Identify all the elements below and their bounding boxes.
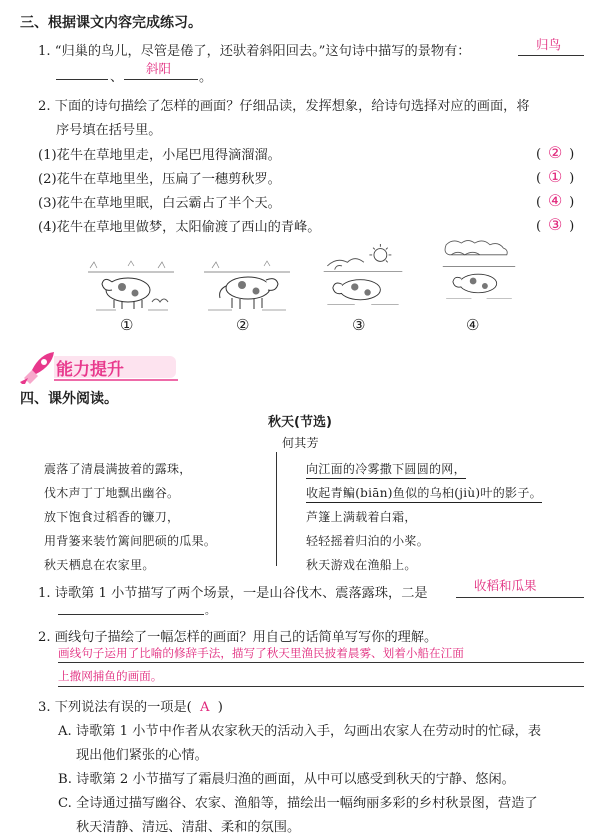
s4-q3-option-a-line1: A. 诗歌第 1 小节中作者从农家秋天的活动入手，勾画出农家人在劳动时的忙碌，表: [58, 724, 542, 739]
poem-left-1: 震落了清晨满披着的露珠，: [44, 462, 192, 476]
s4-q1-blank-a: [456, 597, 584, 598]
s3-q2-line1: 2. 下面的诗句描绘了怎样的画面？仔细品读，发挥想象，给诗句选择对应的画面，将: [38, 99, 530, 114]
poem-right-1-underlined: 向江面的冷雾撒下圆圆的网，: [306, 460, 466, 479]
s4-q1-answer[interactable]: 收稻和瓜果: [474, 578, 537, 593]
s4-q2-answer-line2[interactable]: 上撒网捕鱼的画面。: [58, 669, 163, 683]
cow-picture-1: [88, 250, 174, 314]
s3-item-4-answer[interactable]: ③: [547, 215, 563, 234]
s3-q1-sep: 、: [110, 70, 124, 85]
s4-q3-text: [38, 696, 223, 715]
badge-title: 能力提升: [56, 360, 124, 380]
s3-item-2: (2)花牛在草地里坐，压扁了一穗剪秋罗。: [38, 172, 281, 187]
poem-title: 秋天(节选): [268, 415, 332, 430]
s4-q1-end: 。: [205, 606, 215, 617]
poem-right-3: 芦篷上满载着白霜，: [306, 510, 417, 524]
poem-right-2-underlined: 收起青鳊(biān)鱼似的乌桕(jiù)叶的影子。: [306, 484, 542, 503]
s3-item-3-answer[interactable]: ④: [547, 191, 563, 210]
cow-picture-2: [204, 250, 290, 314]
s4-q1-blank-b: [58, 614, 204, 615]
s3-q1-answer1[interactable]: 归鸟: [536, 37, 562, 52]
picture-label-4: ④: [466, 316, 480, 334]
s3-item-2-answer[interactable]: ①: [547, 167, 563, 186]
s3-q1-blank2: [124, 79, 198, 80]
s3-q1-text: 1. “归巢的鸟儿，尽管是倦了，还驮着斜阳回去。”这句诗中描写的景物有：: [38, 44, 471, 59]
s3-q2-line2: 序号填在括号里。: [56, 123, 162, 138]
s4-q1-text: 1. 诗歌第 1 小节描写了两个场景，一是山谷伐木、震落露珠，二是: [38, 586, 428, 601]
s3-item-1: (1)花牛在草地里走，小尾巴甩得滴溜溜。: [38, 148, 281, 163]
poem-left-5: 秋天栖息在农家里。: [44, 558, 155, 572]
poem-right-4: 轻轻摇着归泊的小桨。: [306, 534, 430, 548]
s4-q3-suffix: ): [217, 700, 223, 715]
picture-label-1: ①: [120, 316, 134, 334]
section4-heading: 四、课外阅读。: [20, 391, 118, 407]
s3-q1-end: 。: [199, 70, 213, 85]
rocket-icon: [20, 352, 54, 384]
s4-q3-option-c-line2: 秋天清静、清远、清甜、柔和的氛围。: [76, 820, 301, 835]
s4-q2-line2: [58, 686, 584, 687]
poem-author: 何其芳: [282, 436, 319, 450]
poem-left-2: 伐木声丁丁地飘出幽谷。: [44, 486, 180, 500]
s4-q3-answer[interactable]: A: [200, 700, 210, 715]
s3-item-1-paren: ( ② ): [536, 143, 575, 162]
s3-item-4: (4)花牛在草地里做梦，太阳偷渡了西山的青峰。: [38, 220, 321, 235]
s4-q3-prefix: 3. 下列说法有误的一项是(: [38, 700, 192, 715]
section3-heading: 三、根据课文内容完成练习。: [20, 15, 202, 31]
s3-item-2-paren: ( ① ): [536, 167, 575, 186]
cow-picture-3: [320, 244, 406, 308]
s4-q2-text: 2. 画线句子描绘了一幅怎样的画面？用自己的话简单写写你的理解。: [38, 630, 438, 645]
cow-picture-4: [436, 238, 522, 302]
s3-item-3: (3)花牛在草地里眠，白云霸占了半个天。: [38, 196, 281, 211]
s3-item-1-answer[interactable]: ②: [547, 143, 563, 162]
s3-item-4-paren: ( ③ ): [536, 215, 575, 234]
picture-label-2: ②: [236, 316, 250, 334]
picture-label-3: ③: [352, 316, 366, 334]
poem-left-4: 用背篓来装竹篱间肥硕的瓜果。: [44, 534, 217, 548]
s4-q2-line1: [58, 662, 584, 663]
s3-q1-blank0: [56, 79, 108, 80]
poem-divider: [276, 452, 277, 566]
s3-q1-blank1: [518, 55, 584, 56]
s4-q3-option-b-line1: B. 诗歌第 2 小节描写了霜晨归渔的画面，从中可以感受到秋天的宁静、悠闲。: [58, 772, 515, 787]
s4-q3-option-a-line2: 现出他们紧张的心情。: [76, 748, 208, 763]
s3-item-3-paren: ( ④ ): [536, 191, 575, 210]
poem-left-3: 放下饱食过稻香的镰刀，: [44, 510, 180, 524]
s4-q3-option-c-line1: C. 全诗通过描写幽谷、农家、渔船等，描绘出一幅绚丽多彩的乡村秋景图，营造了: [58, 796, 538, 811]
s3-q1-answer2[interactable]: 斜阳: [146, 61, 172, 76]
poem-right-5: 秋天游戏在渔船上。: [306, 558, 417, 572]
s4-q2-answer-line1[interactable]: 画线句子运用了比喻的修辞手法，描写了秋天里渔民披着晨雾、划着小船在江面: [58, 646, 464, 660]
